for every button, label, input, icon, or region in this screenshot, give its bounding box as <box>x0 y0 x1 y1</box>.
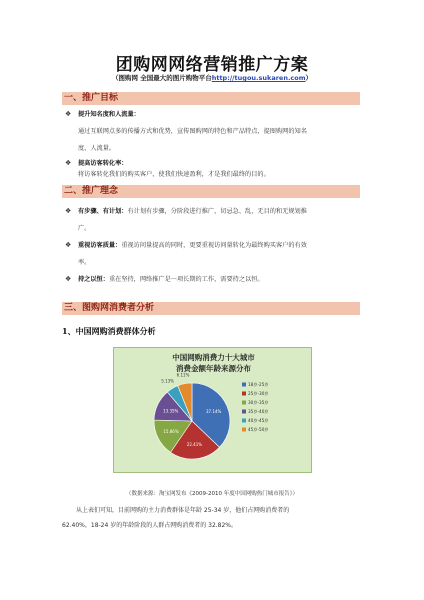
concept-3-label: 持之以恒： <box>78 276 109 283</box>
concept-1-label: 有步骤、有计划： <box>78 208 128 215</box>
chart-caption: （数据来源：淘宝网发布《2009-2010 年度中国网购热门城市报告》） <box>126 491 298 497</box>
section-heading-concepts: 二、推广理念 <box>62 185 360 198</box>
site-link[interactable]: http://tugou.sukaren.com <box>211 74 306 82</box>
document-title: 团购网网络营销推广方案 <box>115 55 309 75</box>
concept-3-line-1 <box>78 275 264 284</box>
analysis-paragraph-line-2: 62.40%，18-24 岁的年龄阶段的人群占网购消费者的 32.82%。 <box>62 522 238 529</box>
concept-1-text: 有计划有步骤，分阶段进行推广，切忌急、乱，无目的和无规划推 <box>127 208 307 215</box>
pie-slice-label-3: 15.86% <box>163 429 179 435</box>
concept-2-line-1 <box>78 241 307 250</box>
pie-slice-label-4: 13.35% <box>163 408 179 414</box>
legend-swatch-1 <box>242 383 246 387</box>
pie-chart-panel <box>113 347 312 473</box>
goal-1-title: 提升知名度和人流量： <box>78 111 140 118</box>
legend-swatch-5 <box>242 419 246 423</box>
subtitle-prefix: （图购网 全国最大的图片购物平台 <box>111 74 212 82</box>
legend-label-1: 18岁-25岁 <box>248 382 269 387</box>
legend-label-6: 45岁-50岁 <box>248 427 269 432</box>
chart-title-line-2: 消费金额年龄来源分布 <box>176 364 251 373</box>
bullet-icon: ❖ <box>65 275 72 283</box>
analysis-subheading: 1、中国网购消费群体分析 <box>62 326 156 336</box>
goal-2-title: 提高访客转化率： <box>78 160 128 167</box>
legend-label-2: 25岁-30岁 <box>248 391 269 396</box>
bullet-icon: ❖ <box>65 241 72 249</box>
section-heading-analysis: 三、图购网消费者分析 <box>62 302 360 315</box>
concept-3-text: 重在坚持，网络推广是一项长期的工作，需要持之以恒。 <box>108 276 264 283</box>
legend-swatch-3 <box>242 401 246 405</box>
goal-1-line-2: 度、人流量。 <box>78 145 116 152</box>
document-subtitle <box>0 73 424 82</box>
bullet-icon: ❖ <box>65 159 72 167</box>
bullet-icon: ❖ <box>65 207 72 215</box>
pie-slice-label-1: 37.14% <box>206 409 222 415</box>
concept-1-line-1 <box>78 207 307 216</box>
section-heading-goals: 一、推广目标 <box>62 92 360 105</box>
analysis-paragraph-line-1: 从上表们可知，目前网购的主力消费群体是年龄 25-34 岁，他们占网购消费者的 <box>76 507 290 514</box>
concept-2-line-2: 率。 <box>78 259 91 266</box>
goal-2-line-1: 将访客转化我们的购买客户，使我们快速盈利，才是我们最终的目的。 <box>78 171 270 178</box>
pie-slice-label-5: 5.13% <box>161 378 174 384</box>
pie-chart <box>114 348 311 472</box>
legend-swatch-4 <box>242 410 246 414</box>
legend-label-3: 30岁-35岁 <box>248 400 269 405</box>
legend-label-4: 35岁-40岁 <box>248 409 269 414</box>
bullet-icon: ❖ <box>65 110 72 118</box>
legend-label-5: 40岁-45岁 <box>248 418 269 423</box>
legend-swatch-6 <box>242 428 246 432</box>
legend-swatch-2 <box>242 392 246 396</box>
goal-1-line-1: 通过互联网点多的传播方式和优势，宣传图购网的特色和产品特点，提图购网的知名 <box>78 128 307 135</box>
pie-slice-label-2: 22.41% <box>186 441 203 447</box>
chart-title-line-1: 中国网购消费力十大城市 <box>172 353 255 362</box>
concept-2-label: 重视访客质量： <box>78 242 122 249</box>
concept-1-line-2: 广。 <box>78 225 91 232</box>
pie-slice-label-6: 6.11% <box>176 372 190 378</box>
concept-2-text: 重视访问量提高的同时，更要重视访问量转化为最终购买客户的有效 <box>121 242 307 249</box>
subtitle-suffix: ） <box>305 74 313 82</box>
